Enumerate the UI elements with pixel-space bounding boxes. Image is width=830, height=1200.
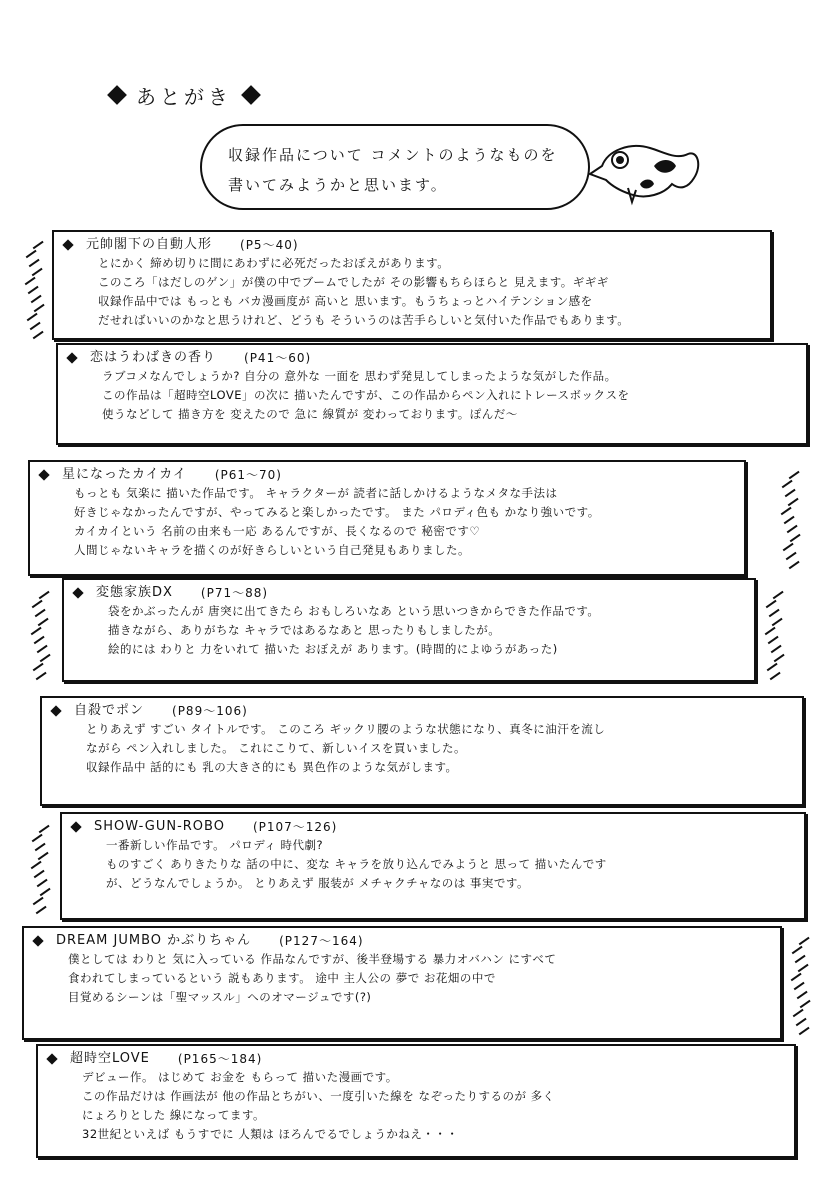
hatch-stroke — [34, 304, 45, 312]
hatch-stroke — [38, 618, 49, 626]
bullet-icon — [50, 705, 61, 716]
hatch-decoration — [790, 936, 816, 1036]
hatch-stroke — [27, 313, 38, 321]
hatch-stroke — [37, 645, 48, 653]
hatch-stroke — [771, 645, 782, 653]
hatch-stroke — [35, 609, 46, 617]
hatch-stroke — [770, 672, 781, 680]
page-range: (P107〜126) — [252, 820, 338, 834]
page-range: (P5〜40) — [240, 238, 299, 252]
work-title: 変態家族DX — [96, 585, 173, 600]
fish-character-icon — [584, 128, 704, 208]
comment-line: 好きじゃなかったんですが、やってみると楽しかったです。 また パロディ色も かなり強いです。 — [74, 505, 600, 519]
hatch-stroke — [38, 852, 49, 860]
comment-line: もっとも 気楽に 描いた作品です。 キャラクターが 読者に話しかけるようなメタな手法は — [74, 486, 558, 500]
title-text: あとがき — [136, 84, 232, 109]
hatch-stroke — [766, 600, 777, 608]
comment-box — [36, 1044, 796, 1158]
comment-box — [28, 460, 746, 576]
hatch-stroke — [789, 471, 800, 479]
bullet-icon — [72, 587, 83, 598]
hatch-stroke — [36, 672, 47, 680]
bubble-text — [228, 140, 568, 200]
comment-line: 収録作品中では もっとも バカ漫画度が 高いと 思います。もうちょっとハイテンション感を — [98, 294, 593, 308]
comment-line: 絵的には わりと 力をいれて 描いた おぼえが あります。(時間的によゆうがあった) — [108, 642, 558, 656]
comment-line: ラブコメなんでしょうか? 自分の 意外な 一面を 思わず発見してしまったような気がした作品。 — [102, 369, 617, 383]
speech-bubble — [200, 124, 590, 210]
hatch-stroke — [39, 591, 50, 599]
hatch-stroke — [789, 561, 800, 569]
comment-line: 僕としては わりと 気に入っている 作品なんですが、後半登場する 暴力オバハン にすべて — [68, 952, 557, 966]
hatch-stroke — [792, 946, 803, 954]
page-range: (P61〜70) — [214, 468, 282, 482]
comment-box — [22, 926, 782, 1040]
hatch-stroke — [790, 534, 801, 542]
box-heading — [54, 232, 770, 254]
hatch-stroke — [798, 964, 809, 972]
hatch-stroke — [33, 331, 44, 339]
work-title: 元帥閣下の自動人形 — [86, 237, 213, 252]
comment-box — [62, 578, 756, 682]
comment-box — [52, 230, 772, 340]
comment-line: 描きながら、ありがちな キャラではあるなあと 思ったりもしましたが。 — [108, 623, 501, 637]
hatch-stroke — [784, 516, 795, 524]
hatch-stroke — [34, 636, 45, 644]
hatch-stroke — [782, 480, 793, 488]
hatch-stroke — [799, 1027, 810, 1035]
comment-line: 32世紀といえば もうすでに 人類は ほろんでるでしょうかねえ・・・ — [82, 1127, 459, 1141]
hatch-stroke — [37, 879, 48, 887]
work-title: SHOW-GUN-ROBO — [94, 819, 225, 834]
diamond-icon — [107, 85, 127, 105]
hatch-stroke — [31, 861, 42, 869]
hatch-stroke — [33, 897, 44, 905]
diamond-icon — [241, 85, 261, 105]
hatch-stroke — [31, 627, 42, 635]
work-title: 自殺でポン — [74, 703, 145, 718]
comment-line: とにかく 締め切りに間にあわずに必死だったおぼえがあります。 — [98, 256, 450, 270]
hatch-stroke — [32, 834, 43, 842]
comment-line: ものすごく ありきたりな 話の中に、変な キャラを放り込んでみようと 思って 描いたんです — [106, 857, 607, 871]
hatch-stroke — [767, 663, 778, 671]
hatch-stroke — [774, 654, 785, 662]
page-range: (P41〜60) — [244, 351, 312, 365]
hatch-stroke — [768, 636, 779, 644]
hatch-stroke — [35, 843, 46, 851]
hatch-stroke — [36, 906, 47, 914]
box-heading — [30, 462, 744, 484]
hatch-stroke — [791, 973, 802, 981]
comment-line: この作品は「超時空LOVE」の次に 描いたんですが、この作品からペン入れにトレースボックスを — [102, 388, 630, 402]
comment-box — [40, 696, 804, 806]
box-heading — [42, 698, 802, 720]
hatch-stroke — [773, 591, 784, 599]
hatch-stroke — [34, 870, 45, 878]
bullet-icon — [66, 352, 77, 363]
bubble-line: 収録作品について コメントのようなものを — [228, 146, 558, 164]
hatch-stroke — [797, 991, 808, 999]
comment-line: デビュー作。 はじめて お金を もらって 描いた漫画です。 — [82, 1070, 398, 1084]
hatch-decoration — [780, 470, 806, 570]
comment-line: 食われてしまっているという 説もあります。 途中 主人公の 夢で お花畑の中で — [68, 971, 496, 985]
comment-line: が、どうなんでしょうか。 とりあえず 服装が メチャクチャなのは 事実です。 — [106, 876, 530, 890]
hatch-stroke — [788, 498, 799, 506]
work-title: 恋はうわばきの香り — [90, 350, 217, 365]
hatch-stroke — [769, 609, 780, 617]
hatch-decoration — [24, 240, 50, 340]
comment-line: とりあえず すごい タイトルです。 このころ ギックリ腰のような状態になり、真冬に油汗を流し — [86, 722, 606, 736]
hatch-stroke — [28, 286, 39, 294]
hatch-stroke — [30, 322, 41, 330]
comment-line: だせればいいのかなと思うけれど、どうも そういうのは苦手らしいと気付いた作品でもあります。 — [98, 313, 630, 327]
hatch-stroke — [32, 268, 43, 276]
hatch-stroke — [772, 618, 783, 626]
comment-line: ながら ペン入れしました。 これにこりて、新しいイスを買いました。 — [86, 741, 466, 755]
hatch-stroke — [31, 295, 42, 303]
hatch-stroke — [26, 250, 37, 258]
comment-line: このころ「はだしのゲン」が僕の中でブームでしたが その影響もちらほらと 見えます。ギギギ — [98, 275, 609, 289]
bubble-line: 書いてみようかと思います。 — [228, 176, 448, 194]
hatch-decoration — [30, 824, 56, 914]
comment-line: この作品だけは 作画法が 他の作品とちがい、一度引いた線を なぞったりするのが 多く — [82, 1089, 555, 1103]
comment-line: 目覚めるシーンは「聖マッスル」へのオマージュです(?) — [68, 990, 372, 1004]
hatch-decoration — [764, 590, 790, 680]
hatch-stroke — [785, 489, 796, 497]
hatch-stroke — [25, 277, 36, 285]
comment-line: 袋をかぶったんが 唐突に出てきたら おもしろいなあ という思いつきからできた作品です。 — [108, 604, 600, 618]
hatch-decoration — [30, 590, 56, 680]
hatch-stroke — [39, 825, 50, 833]
comment-line: カイカイという 名前の由来も一応 あるんですが、長くなるので 秘密です♡ — [74, 524, 481, 538]
hatch-stroke — [799, 937, 810, 945]
hatch-stroke — [794, 982, 805, 990]
bullet-icon — [32, 935, 43, 946]
page-range: (P165〜184) — [177, 1052, 263, 1066]
hatch-stroke — [795, 955, 806, 963]
box-heading — [24, 928, 780, 950]
work-title: 星になったカイカイ — [62, 467, 187, 482]
work-title: DREAM JUMBO かぶりちゃん — [56, 933, 252, 948]
hatch-stroke — [765, 627, 776, 635]
box-heading — [38, 1046, 794, 1068]
hatch-stroke — [40, 654, 51, 662]
page-range: (P127〜164) — [279, 934, 364, 948]
hatch-stroke — [800, 1000, 811, 1008]
box-heading — [64, 580, 754, 602]
work-title: 超時空LOVE — [70, 1051, 150, 1066]
hatch-stroke — [787, 525, 798, 533]
afterword-title — [104, 80, 264, 110]
hatch-stroke — [783, 543, 794, 551]
box-heading — [62, 814, 804, 836]
comment-box — [60, 812, 806, 920]
hatch-stroke — [32, 600, 43, 608]
page-range: (P71〜88) — [200, 586, 269, 600]
bullet-icon — [62, 239, 73, 250]
hatch-stroke — [793, 1009, 804, 1017]
hatch-stroke — [781, 507, 792, 515]
comment-line: 収録作品中 話的にも 乳の大きさ的にも 異色作のような気がします。 — [86, 760, 458, 774]
comment-line: 一番新しい作品です。 パロディ 時代劇? — [106, 838, 324, 852]
hatch-stroke — [786, 552, 797, 560]
hatch-stroke — [29, 259, 40, 267]
page-range: (P89〜106) — [172, 704, 248, 718]
bullet-icon — [38, 469, 49, 480]
hatch-stroke — [796, 1018, 807, 1026]
bullet-icon — [46, 1053, 57, 1064]
box-heading — [58, 345, 806, 367]
hatch-stroke — [33, 241, 44, 249]
comment-line: 使うなどして 描き方を 変えたので 急に 線質が 変わっております。ぽんだ〜 — [102, 407, 518, 421]
hatch-stroke — [40, 888, 51, 896]
hatch-stroke — [33, 663, 44, 671]
comment-box — [56, 343, 808, 445]
comment-line: 人間じゃないキャラを描くのが好きらしいという自己発見もありました。 — [74, 543, 470, 557]
comment-line: にょろりとした 線になってます。 — [82, 1108, 266, 1122]
bullet-icon — [70, 821, 81, 832]
